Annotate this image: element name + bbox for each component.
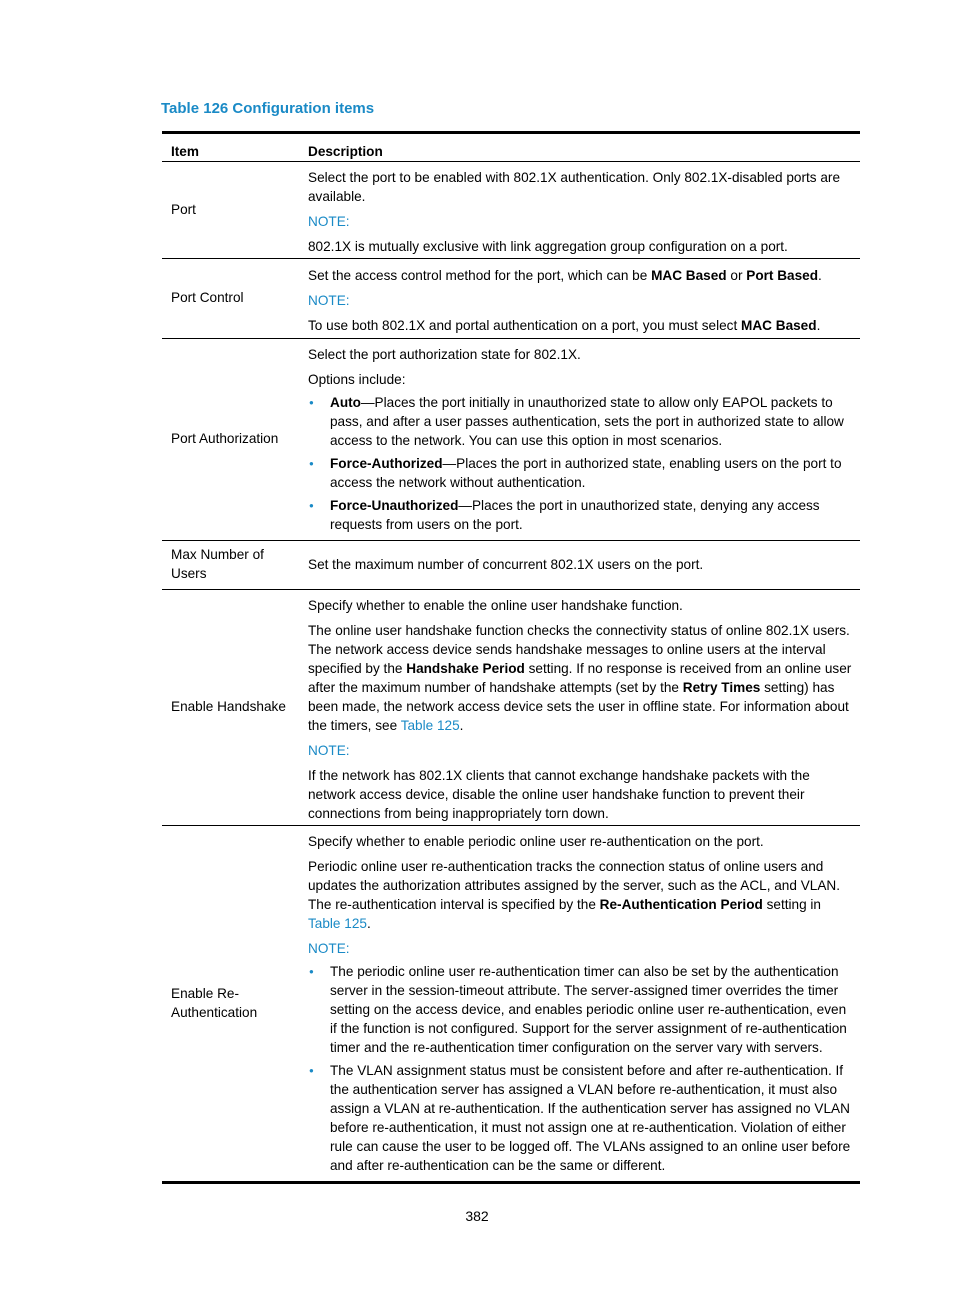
option-mac-based: MAC Based [741,318,817,333]
text-run: To use both 802.1X and portal authentication on a port, you must select [308,318,742,333]
list-item [330,393,852,450]
description-cell [299,826,860,1183]
item-cell: Max Number of Users [162,541,299,590]
description-cell [299,339,860,541]
setting-name: Re-Authentication Period [599,897,763,912]
note-text: If the network has 802.1X clients that cannot exchange handshake packets with the network access device, disable the online user handshake function to prevent their connections from being inappropriately torn down. [308,768,810,821]
setting-name: Retry Times [682,680,761,695]
note-text [308,316,852,335]
text-run: setting in [762,897,821,912]
text-run: The online user handshake function checks the connectivity status of online 802.1X users. The network access device sends handshake messages to online users at the interval specified by the [308,623,850,676]
text-run: Set the access control method for the port, which can be [308,268,652,283]
list-item [330,496,852,534]
option-text: —Places the port in unauthorized state, denying any access requests from users on the port. [330,498,820,532]
list-item: ● The VLAN assignment status must be consistent before and after re-authentication. If the authentication server has assigned a VLAN before re-authentication, it must also assign a VLAN at re-authentication. If the authentication server has assigned no VLAN before re-authentication, it must not assign one at re-authentication. Violation of either rule can cause the user to be logged off. The VLANs assigned to an online user before and after re-authentication can be the same or different. [330,1061,852,1175]
description-text: Specify whether to enable the online user handshake function. [308,598,683,613]
description-cell [299,541,860,590]
description-cell [299,162,860,259]
option-text: —Places the port in authorized state, enabling users on the port to access the network without authentication. [330,456,842,490]
options-intro: Options include: [308,372,406,387]
description-cell [299,259,860,339]
description-text: Select the port to be enabled with 802.1X authentication. Only 802.1X-disabled ports are available. [308,170,841,204]
table-caption: Table 126 Configuration items [161,100,375,117]
note-list [308,962,852,1175]
note-label: NOTE: [308,743,350,758]
description-text: Set the maximum number of concurrent 802.1X users on the port. [308,556,704,572]
table-row-enable-handshake [162,590,860,826]
description-text [308,621,852,735]
option-mac-based: MAC Based [651,268,727,283]
note-text: 802.1X is mutually exclusive with link aggregation group configuration on a port. [308,239,788,254]
table-row-port-control [162,259,860,339]
table-125-link[interactable]: Table 125 [308,916,367,931]
note-label: NOTE: [308,214,350,229]
note-label: NOTE: [308,941,350,956]
text-run: or [726,268,747,283]
table-125-link[interactable]: Table 125 [400,718,460,733]
text-run: setting. If no response is received from an online user after the maximum number of handshake attempts (set by the [308,661,852,695]
item-cell: Port Authorization [162,339,299,541]
text-run: . [459,718,464,733]
page-number: 382 [465,1208,489,1224]
description-text: Select the port authorization state for 802.1X. [308,347,581,362]
configuration-items-table [162,131,860,1184]
item-cell: Port [162,162,299,259]
table-row-enable-reauth [162,826,860,1183]
option-port-based: Port Based [746,268,819,283]
text-run: . [818,268,822,283]
description-cell [299,590,860,826]
description-text: Specify whether to enable periodic online user re-authentication on the port. [308,834,764,849]
text-run: Periodic online user re-authentication tracks the connection status of online users and updates the authorization attributes assigned by the server, such as the ACL, and VLAN. The re-authentication interval is specified by the [308,859,840,912]
description-text [308,266,852,285]
item-cell: Enable Re-Authentication [171,985,258,1020]
list-item [330,454,852,492]
header-item: Item [162,133,299,162]
setting-name: Handshake Period [406,661,525,676]
item-cell: Port Control [162,259,299,339]
text-run: . [366,916,371,931]
table-row-max-users [162,541,860,590]
options-list [308,393,852,534]
option-term: Force-Unauthorized [330,498,459,513]
header-description: Description [299,133,860,162]
table-row-port [162,162,860,259]
description-text [308,857,852,933]
text-run: . [816,318,821,333]
item-cell: Enable Handshake [162,590,299,826]
table-header-row [162,133,860,162]
option-text: —Places the port initially in unauthorized state to allow only EAPOL packets to pass, and after a user passes authentication, sets the port in authorized state to allow access to the network. You can use this option in most scenarios. [330,395,844,448]
list-item: ● The periodic online user re-authentication timer can also be set by the authentication server in the session-timeout attribute. The server-assigned timer overrides the timer setting on the access device, and enables periodic online user re-authentication, even if the function is not configured. Support for the server assignment of re-authentication timer and the re-authentication timer configuration on the server vary with servers. [330,962,852,1057]
text-run: setting) has been made, the network access device sets the user in offline state. For information about the timers, see [308,680,849,733]
option-term: Auto [330,395,361,410]
note-label: NOTE: [308,293,350,308]
option-term: Force-Authorized [330,456,443,471]
table-row-port-authorization [162,339,860,541]
